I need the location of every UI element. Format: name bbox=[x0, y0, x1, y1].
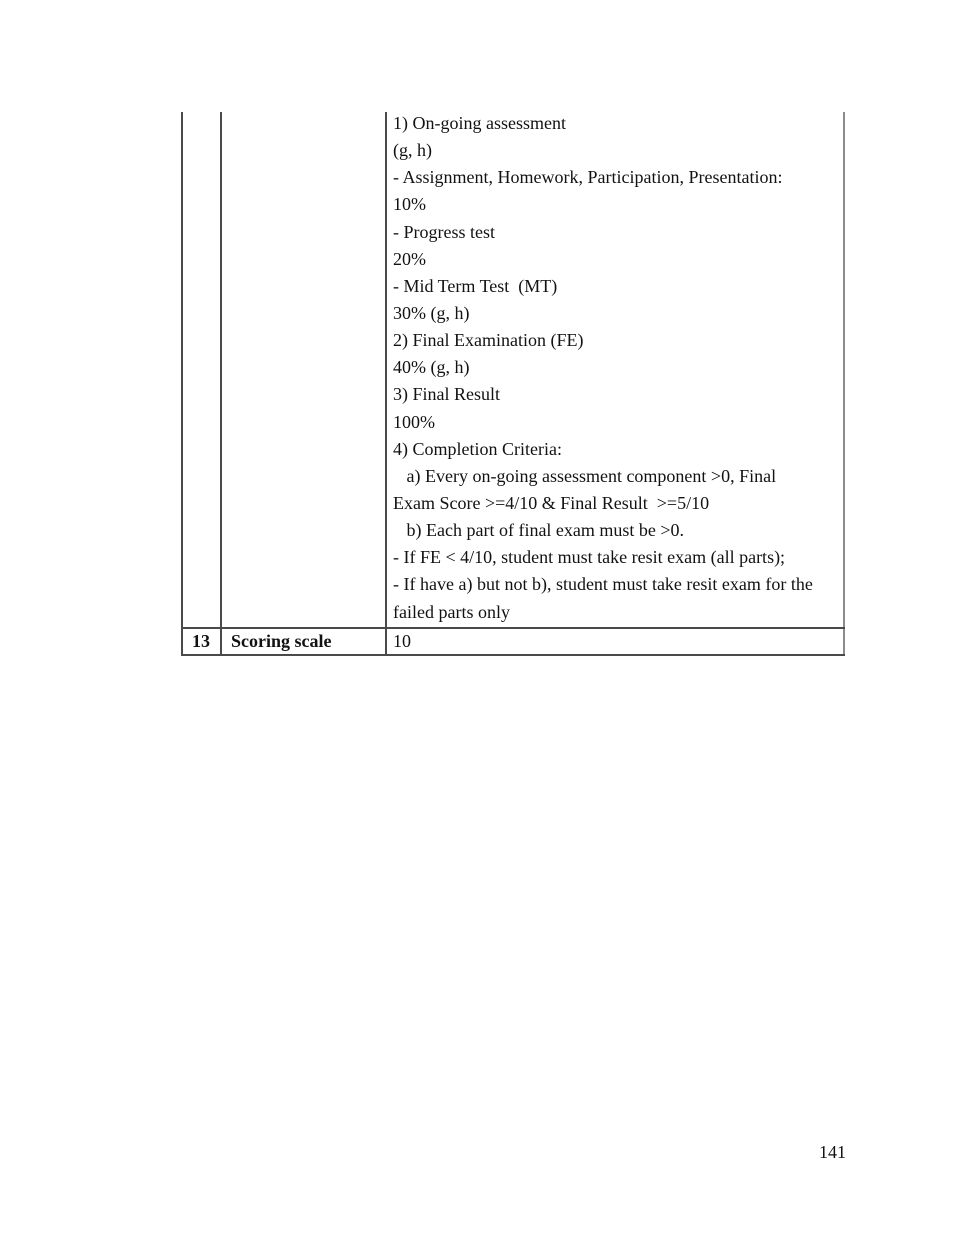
cell-text-line: 1) On-going assessment bbox=[393, 113, 566, 133]
cell-text-line: - Mid Term Test (MT) bbox=[393, 275, 558, 296]
cell-text-line: - Assignment, Homework, Participation, Presentation: bbox=[393, 167, 783, 188]
cell-text-line: 30% (g, h) bbox=[393, 302, 470, 323]
cell-text-line: 3) Final Result bbox=[393, 384, 500, 405]
row13-label-cell: Scoring scale bbox=[231, 631, 332, 651]
table-border-col1-col2 bbox=[220, 112, 222, 656]
table-border-left bbox=[181, 112, 183, 656]
cell-text-line: - If FE < 4/10, student must take resit exam (all parts); bbox=[393, 547, 786, 568]
cell-text-line: a) Every on-going assessment component >0, Final bbox=[393, 465, 777, 486]
cell-text-line: - Progress test bbox=[393, 221, 495, 242]
row13-number-cell: 13 bbox=[192, 631, 210, 651]
cell-text-line: failed parts only bbox=[393, 601, 510, 622]
cell-text-line: - If have a) but not b), student must take resit exam for the bbox=[393, 574, 813, 595]
table-border-col2-col3 bbox=[385, 112, 387, 656]
cell-text-line: (g, h) bbox=[393, 140, 432, 161]
assessment-scheme-cell bbox=[393, 110, 843, 626]
cell-text-line: Exam Score >=4/10 & Final Result >=5/10 bbox=[393, 492, 710, 513]
cell-text-line: b) Each part of final exam must be >0. bbox=[393, 520, 685, 541]
cell-text-line: 4) Completion Criteria: bbox=[393, 438, 562, 459]
cell-text-line: 40% (g, h) bbox=[393, 357, 470, 378]
table-border-bottom bbox=[181, 654, 845, 656]
row13-value-cell: 10 bbox=[393, 631, 411, 651]
cell-text-line: 2) Final Examination (FE) bbox=[393, 330, 584, 351]
cell-text-line: 20% bbox=[393, 248, 426, 269]
cell-text-line: 100% bbox=[393, 411, 435, 432]
page-number: 141 bbox=[819, 1142, 846, 1162]
table-border-right bbox=[843, 112, 845, 656]
cell-text-line: 10% bbox=[393, 194, 426, 215]
